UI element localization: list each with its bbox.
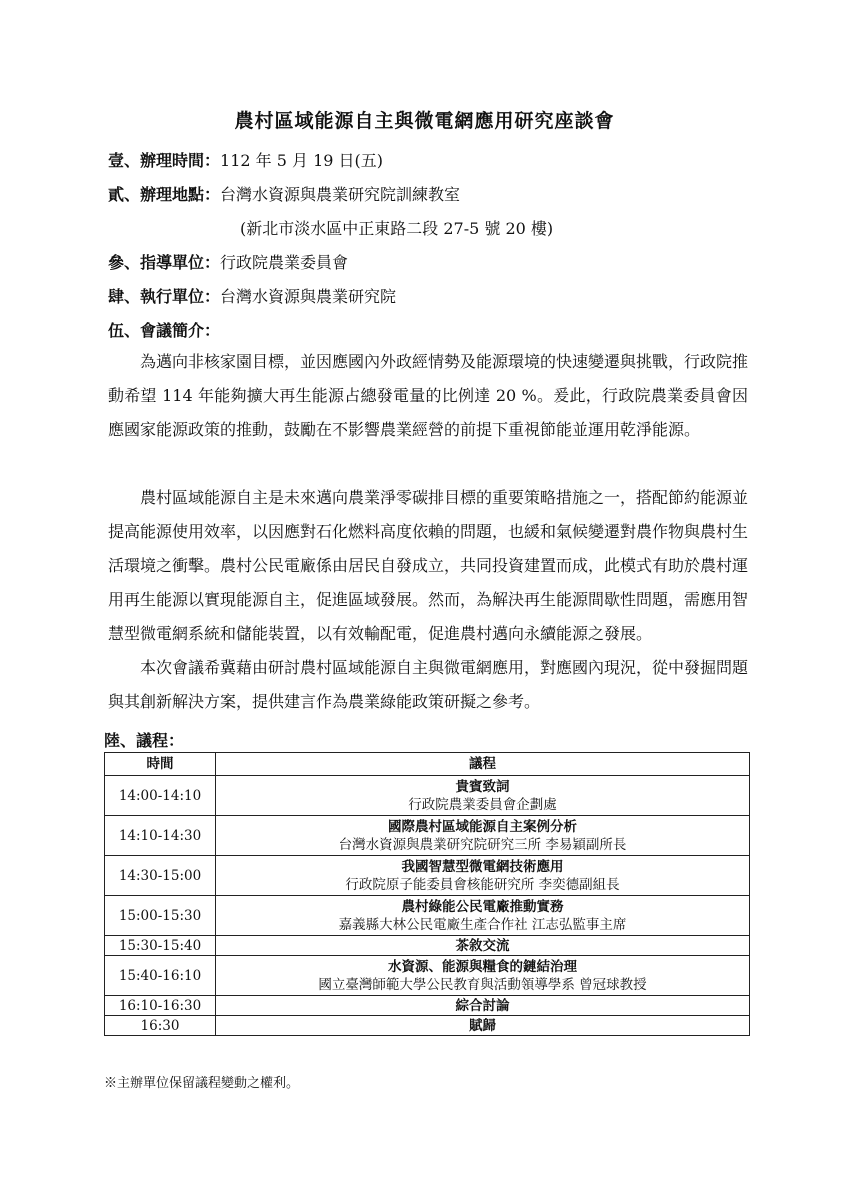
section-guidance-label: 參、指導單位： xyxy=(108,253,221,272)
section-time-value: 112 年 5 月 19 日(五) xyxy=(220,151,384,170)
agenda-time: 15:40-16:10 xyxy=(105,956,216,996)
agenda-item-speaker: 行政院原子能委員會核能研究所 李奕德副組長 xyxy=(345,876,620,893)
section-executor-label: 肆、執行單位： xyxy=(108,287,221,306)
agenda-item-title: 我國智慧型微電網技術應用 xyxy=(401,858,564,875)
agenda-time: 14:30-15:00 xyxy=(105,856,216,896)
agenda-row xyxy=(105,956,750,996)
agenda-item xyxy=(216,1016,750,1036)
agenda-header-row xyxy=(105,753,750,776)
agenda-row xyxy=(105,996,750,1016)
agenda-item-speaker: 行政院農業委員會企劃處 xyxy=(408,796,557,813)
venue-address-value: (新北市淡水區中正東路二段 27-5 號 20 樓) xyxy=(240,219,554,238)
agenda-row xyxy=(105,896,750,936)
agenda-item xyxy=(216,816,750,856)
section-intro xyxy=(108,318,220,341)
agenda-time: 15:30-15:40 xyxy=(105,936,216,956)
agenda-item-title: 綜合討論 xyxy=(455,997,510,1014)
agenda-item-title: 國際農村區域能源自主案例分析 xyxy=(388,818,577,835)
document-title: 農村區域能源自主與微電網應用研究座談會 xyxy=(234,110,615,132)
agenda-row xyxy=(105,856,750,896)
agenda-item-title: 貴賓致詞 xyxy=(455,778,510,795)
agenda-item-title: 茶敘交流 xyxy=(455,937,510,954)
agenda-table xyxy=(104,752,750,1036)
section-guidance-value: 行政院農業委員會 xyxy=(220,253,349,272)
section-executor-value: 台灣水資源與農業研究院 xyxy=(220,287,397,306)
section-venue-value: 台灣水資源與農業研究院訓練教室 xyxy=(220,185,461,204)
intro-paragraph-1: 為邁向非核家園目標，並因應國內外政經情勢及能源環境的快速變遷與挑戰，行政院推動希望 114 年能夠擴大再生能源占總發電量的比例達 20 %。爰此，行政院農業委員會因應國家能源政策的推動，鼓勵在不影響農業經營的前提下重視節能並運用乾淨能源。 xyxy=(108,352,749,439)
intro-paragraph-3: 本次會議希冀藉由研討農村區域能源自主與微電網應用，對應國內現況，從中發掘問題與其創新解決方案，提供建言作為農業綠能政策研擬之參考。 xyxy=(108,658,749,711)
section-intro-label: 伍、會議簡介： xyxy=(108,321,221,340)
section-guidance xyxy=(108,250,348,273)
agenda-time: 16:10-16:30 xyxy=(105,996,216,1016)
agenda-item xyxy=(216,956,750,996)
agenda-item xyxy=(216,856,750,896)
section-executor xyxy=(108,284,396,307)
agenda-item xyxy=(216,996,750,1016)
agenda-item-speaker: 國立臺灣師範大學公民教育與活動領導學系 曾冠球教授 xyxy=(318,976,647,993)
agenda-row xyxy=(105,816,750,856)
section-venue-label: 貳、辦理地點： xyxy=(108,185,221,204)
section-venue-address xyxy=(240,216,553,239)
footnote: ※主辦單位保留議程變動之權利。 xyxy=(104,1076,300,1091)
agenda-row xyxy=(105,936,750,956)
agenda-item xyxy=(216,776,750,816)
intro-paragraph-2: 農村區域能源自主是未來邁向農業淨零碳排目標的重要策略措施之一，搭配節約能源並提高能源使用效率，以因應對石化燃料高度依賴的問題，也緩和氣候變遷對農作物與農村生活環境之衝擊。農村公民電廠係由居民自發成立，共同投資建置而成，此模式有助於農村運用再生能源以實現能源自主，促進區域發展。然而，為解決再生能源間歇性問題，需應用智慧型微電網系統和儲能裝置，以有效輸配電，促進農村邁向永續能源之發展。 xyxy=(108,488,749,643)
agenda-header-time: 時間 xyxy=(105,753,216,776)
section-time-label: 壹、辦理時間： xyxy=(108,151,221,170)
agenda-item-title: 農村綠能公民電廠推動實務 xyxy=(401,898,564,915)
agenda-item-title: 水資源、能源與糧食的鏈結治理 xyxy=(388,958,577,975)
agenda-row xyxy=(105,1016,750,1036)
section-venue xyxy=(108,182,460,205)
agenda-item-speaker: 台灣水資源與農業研究院研究三所 李易穎副所長 xyxy=(338,836,627,853)
agenda-time: 16:30 xyxy=(105,1016,216,1036)
section-time xyxy=(108,148,383,171)
agenda-item-title: 賦歸 xyxy=(469,1017,496,1034)
agenda-time: 14:00-14:10 xyxy=(105,776,216,816)
agenda-heading xyxy=(104,728,184,751)
agenda-item xyxy=(216,936,750,956)
agenda-item xyxy=(216,896,750,936)
agenda-time: 14:10-14:30 xyxy=(105,816,216,856)
agenda-heading-label: 陸、議程： xyxy=(104,731,185,750)
agenda-row xyxy=(105,776,750,816)
agenda-time: 15:00-15:30 xyxy=(105,896,216,936)
agenda-header-item: 議程 xyxy=(216,753,750,776)
agenda-item-speaker: 嘉義縣大林公民電廠生產合作社 江志弘監事主席 xyxy=(338,916,627,933)
